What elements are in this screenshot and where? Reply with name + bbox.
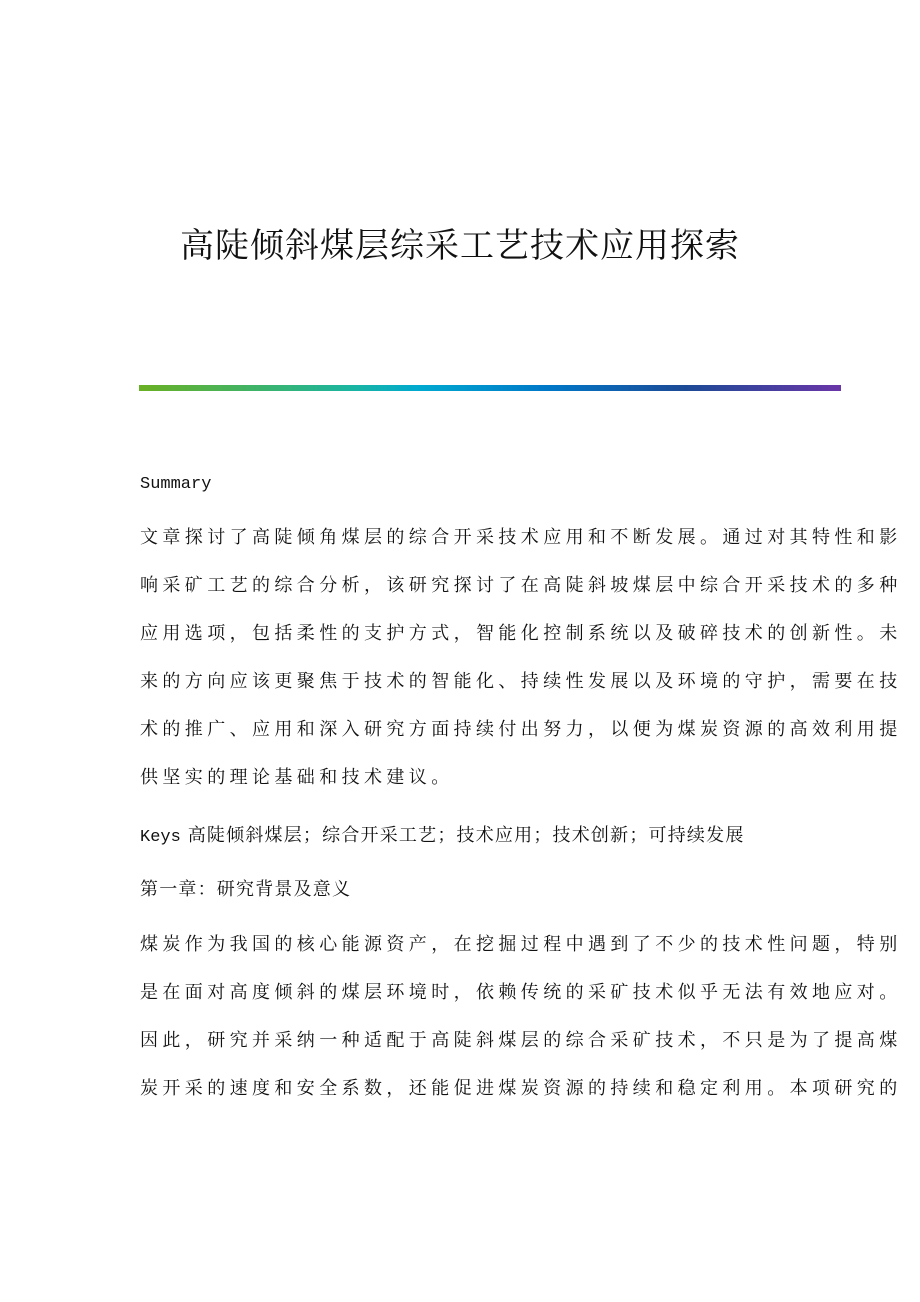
- gradient-divider: [139, 385, 841, 391]
- summary-line: 文章探讨了高陡倾角煤层的综合开采技术应用和不断发展。通过对其特性和影: [140, 527, 902, 548]
- body-line: 炭开采的速度和安全系数，还能促进煤炭资源的持续和稳定利用。本项研究的: [140, 1078, 902, 1099]
- body-line: 煤炭作为我国的核心能源资产，在挖掘过程中遇到了不少的技术性问题，特别: [140, 934, 902, 955]
- summary-line: 术的推广、应用和深入研究方面持续付出努力，以便为煤炭资源的高效利用提: [140, 719, 902, 740]
- body-line: 因此，研究并采纳一种适配于高陡斜煤层的综合采矿技术，不只是为了提高煤: [140, 1030, 902, 1051]
- summary-heading: Summary: [140, 475, 212, 494]
- summary-line: 来的方向应该更聚焦于技术的智能化、持续性发展以及环境的守护，需要在技: [140, 671, 902, 692]
- summary-line: 应用选项，包括柔性的支护方式，智能化控制系统以及破碎技术的创新性。未: [140, 623, 902, 644]
- summary-line: 供坚实的理论基础和技术建议。: [140, 767, 454, 788]
- body-line: 是在面对高度倾斜的煤层环境时，依赖传统的采矿技术似乎无法有效地应对。: [140, 982, 902, 1003]
- summary-line: 响采矿工艺的综合分析，该研究探讨了在高陡斜坡煤层中综合开采技术的多种: [140, 575, 902, 596]
- chapter-heading: 第一章：研究背景及意义: [140, 879, 352, 900]
- keywords: [140, 824, 745, 850]
- keys-text: 高陡倾斜煤层；综合开采工艺；技术应用；技术创新；可持续发展: [187, 825, 745, 846]
- keys-label: Keys: [140, 828, 181, 847]
- document-title: 高陡倾斜煤层综采工艺技术应用探索: [180, 226, 740, 266]
